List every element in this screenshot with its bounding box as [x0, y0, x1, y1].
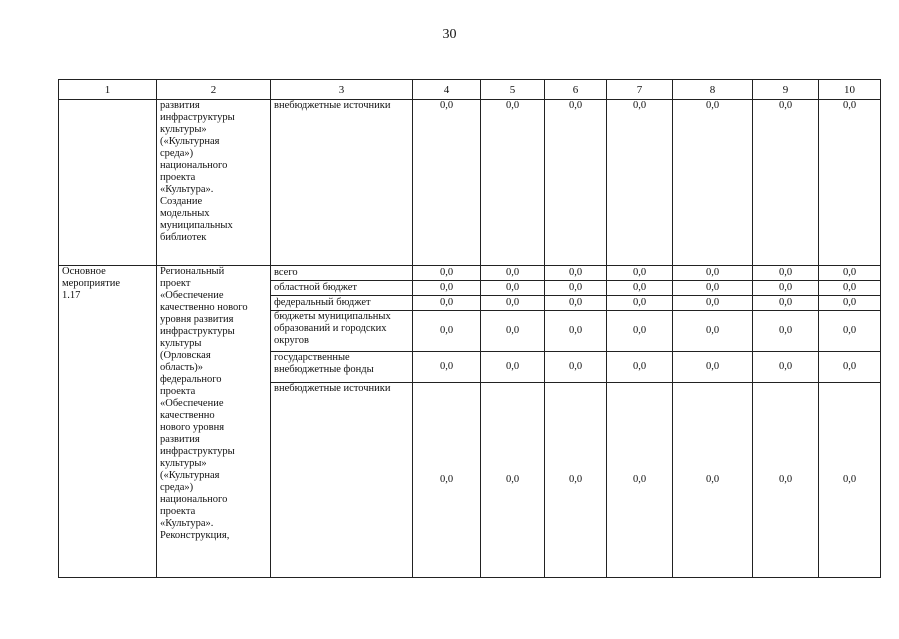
header-row — [59, 80, 881, 100]
value-cell: 0,0 — [481, 352, 545, 383]
header-cell: 6 — [545, 80, 607, 100]
header-cell: 1 — [59, 80, 157, 100]
text-line: качественно нового — [160, 302, 248, 313]
budget-table — [58, 79, 881, 578]
text-line: культуры» — [160, 124, 207, 135]
value-cell: 0,0 — [481, 100, 545, 266]
text-line: Создание — [160, 196, 203, 207]
value-cell: 0,0 — [673, 296, 753, 311]
project-description-cell — [157, 100, 271, 266]
text-line: образований и городских — [274, 323, 387, 334]
value-cell: 0,0 — [413, 311, 481, 352]
header-cell: 7 — [607, 80, 673, 100]
page-number: 30 — [442, 27, 457, 42]
text-line: библиотек — [160, 232, 207, 243]
value-cell: 0,0 — [545, 296, 607, 311]
text-line: «Обеспечение — [160, 398, 224, 409]
header-cell: 8 — [673, 80, 753, 100]
text-line: культуры — [160, 338, 202, 349]
text-line: инфраструктуры — [160, 326, 235, 337]
value-cell: 0,0 — [545, 352, 607, 383]
text-line: областной бюджет — [274, 282, 357, 293]
value-cell: 0,0 — [545, 281, 607, 296]
text-line: «Культура». — [160, 518, 214, 529]
value-cell: 0,0 — [753, 266, 819, 281]
text-line: государственные — [274, 352, 350, 363]
text-line: национального — [160, 160, 228, 171]
funding-source-cell — [271, 383, 413, 578]
text-line: внебюджетные фонды — [274, 364, 374, 375]
text-line: национального — [160, 494, 228, 505]
text-line: внебюджетные источники — [274, 383, 391, 394]
table-row — [59, 266, 881, 281]
header-cell: 2 — [157, 80, 271, 100]
value-cell: 0,0 — [753, 281, 819, 296]
value-cell: 0,0 — [413, 281, 481, 296]
value-cell: 0,0 — [673, 383, 753, 578]
funding-source-cell — [271, 311, 413, 352]
value-cell: 0,0 — [545, 100, 607, 266]
value-cell: 0,0 — [607, 281, 673, 296]
funding-source-cell — [271, 281, 413, 296]
value-cell: 0,0 — [607, 100, 673, 266]
funding-source-cell: внебюджетные источники — [271, 100, 413, 266]
text-line: инфраструктуры — [160, 112, 235, 123]
text-line: среда») — [160, 148, 194, 159]
value-cell: 0,0 — [607, 266, 673, 281]
value-cell: 0,0 — [753, 352, 819, 383]
value-cell: 0,0 — [819, 352, 881, 383]
value-cell: 0,0 — [819, 266, 881, 281]
text-line: развития — [160, 100, 200, 111]
text-line: федеральный бюджет — [274, 297, 371, 308]
project-description-cell — [157, 266, 271, 578]
value-cell: 0,0 — [753, 383, 819, 578]
value-cell: 0,0 — [673, 281, 753, 296]
value-cell: 0,0 — [413, 266, 481, 281]
value-cell: 0,0 — [413, 296, 481, 311]
value-cell: 0,0 — [753, 100, 819, 266]
value-cell: 0,0 — [607, 352, 673, 383]
header-cell: 9 — [753, 80, 819, 100]
header-cell: 10 — [819, 80, 881, 100]
value-cell: 0,0 — [819, 311, 881, 352]
text-line: всего — [274, 267, 298, 278]
text-line: (Орловская — [160, 350, 211, 361]
text-line: инфраструктуры — [160, 446, 235, 457]
value-cell: 0,0 — [545, 266, 607, 281]
text-line: Основное — [62, 266, 106, 277]
text-line: нового уровня — [160, 422, 225, 433]
funding-source-cell — [271, 352, 413, 383]
text-line: развития — [160, 434, 200, 445]
value-cell: 0,0 — [673, 311, 753, 352]
value-cell: 0,0 — [673, 352, 753, 383]
value-cell: 0,0 — [481, 383, 545, 578]
value-cell: 0,0 — [607, 296, 673, 311]
value-cell: 0,0 — [819, 281, 881, 296]
value-cell: 0,0 — [481, 296, 545, 311]
value-cell: 0,0 — [753, 296, 819, 311]
value-cell: 0,0 — [545, 311, 607, 352]
text-line: Региональный — [160, 266, 225, 277]
text-line: мероприятие — [62, 278, 120, 289]
text-line: модельных — [160, 208, 210, 219]
text-line: «Обеспечение — [160, 290, 224, 301]
text-line: Реконструкция, — [160, 530, 230, 541]
value-cell: 0,0 — [481, 266, 545, 281]
header-cell: 5 — [481, 80, 545, 100]
text-line: уровня развития — [160, 314, 234, 325]
header-cell: 3 — [271, 80, 413, 100]
value-cell: 0,0 — [753, 311, 819, 352]
value-cell: 0,0 — [819, 100, 881, 266]
text-line: округов — [274, 335, 309, 346]
text-line: проект — [160, 278, 191, 289]
value-cell: 0,0 — [481, 311, 545, 352]
value-cell: 0,0 — [607, 383, 673, 578]
value-cell: 0,0 — [545, 383, 607, 578]
value-cell: 0,0 — [819, 383, 881, 578]
table-row — [59, 100, 881, 266]
text-line: («Культурная — [160, 136, 220, 147]
text-line: среда») — [160, 482, 194, 493]
funding-source-cell — [271, 296, 413, 311]
text-line: проекта — [160, 506, 196, 517]
value-cell: 0,0 — [481, 281, 545, 296]
value-cell: 0,0 — [673, 100, 753, 266]
text-line: область)» — [160, 362, 204, 373]
measure-cell — [59, 266, 157, 578]
text-line: («Культурная — [160, 470, 220, 481]
header-cell: 4 — [413, 80, 481, 100]
measure-cell — [59, 100, 157, 266]
value-cell: 0,0 — [413, 383, 481, 578]
value-cell: 0,0 — [819, 296, 881, 311]
text-line: культуры» — [160, 458, 207, 469]
text-line: федерального — [160, 374, 222, 385]
text-line: бюджеты муниципальных — [274, 311, 391, 322]
text-line: проекта — [160, 386, 196, 397]
value-cell: 0,0 — [413, 352, 481, 383]
text-line: муниципальных — [160, 220, 233, 231]
value-cell: 0,0 — [673, 266, 753, 281]
value-cell: 0,0 — [413, 100, 481, 266]
funding-source-cell — [271, 266, 413, 281]
text-line: 1.17 — [62, 290, 81, 301]
text-line: проекта — [160, 172, 196, 183]
value-cell: 0,0 — [607, 311, 673, 352]
text-line: «Культура». — [160, 184, 214, 195]
text-line: качественно — [160, 410, 215, 421]
